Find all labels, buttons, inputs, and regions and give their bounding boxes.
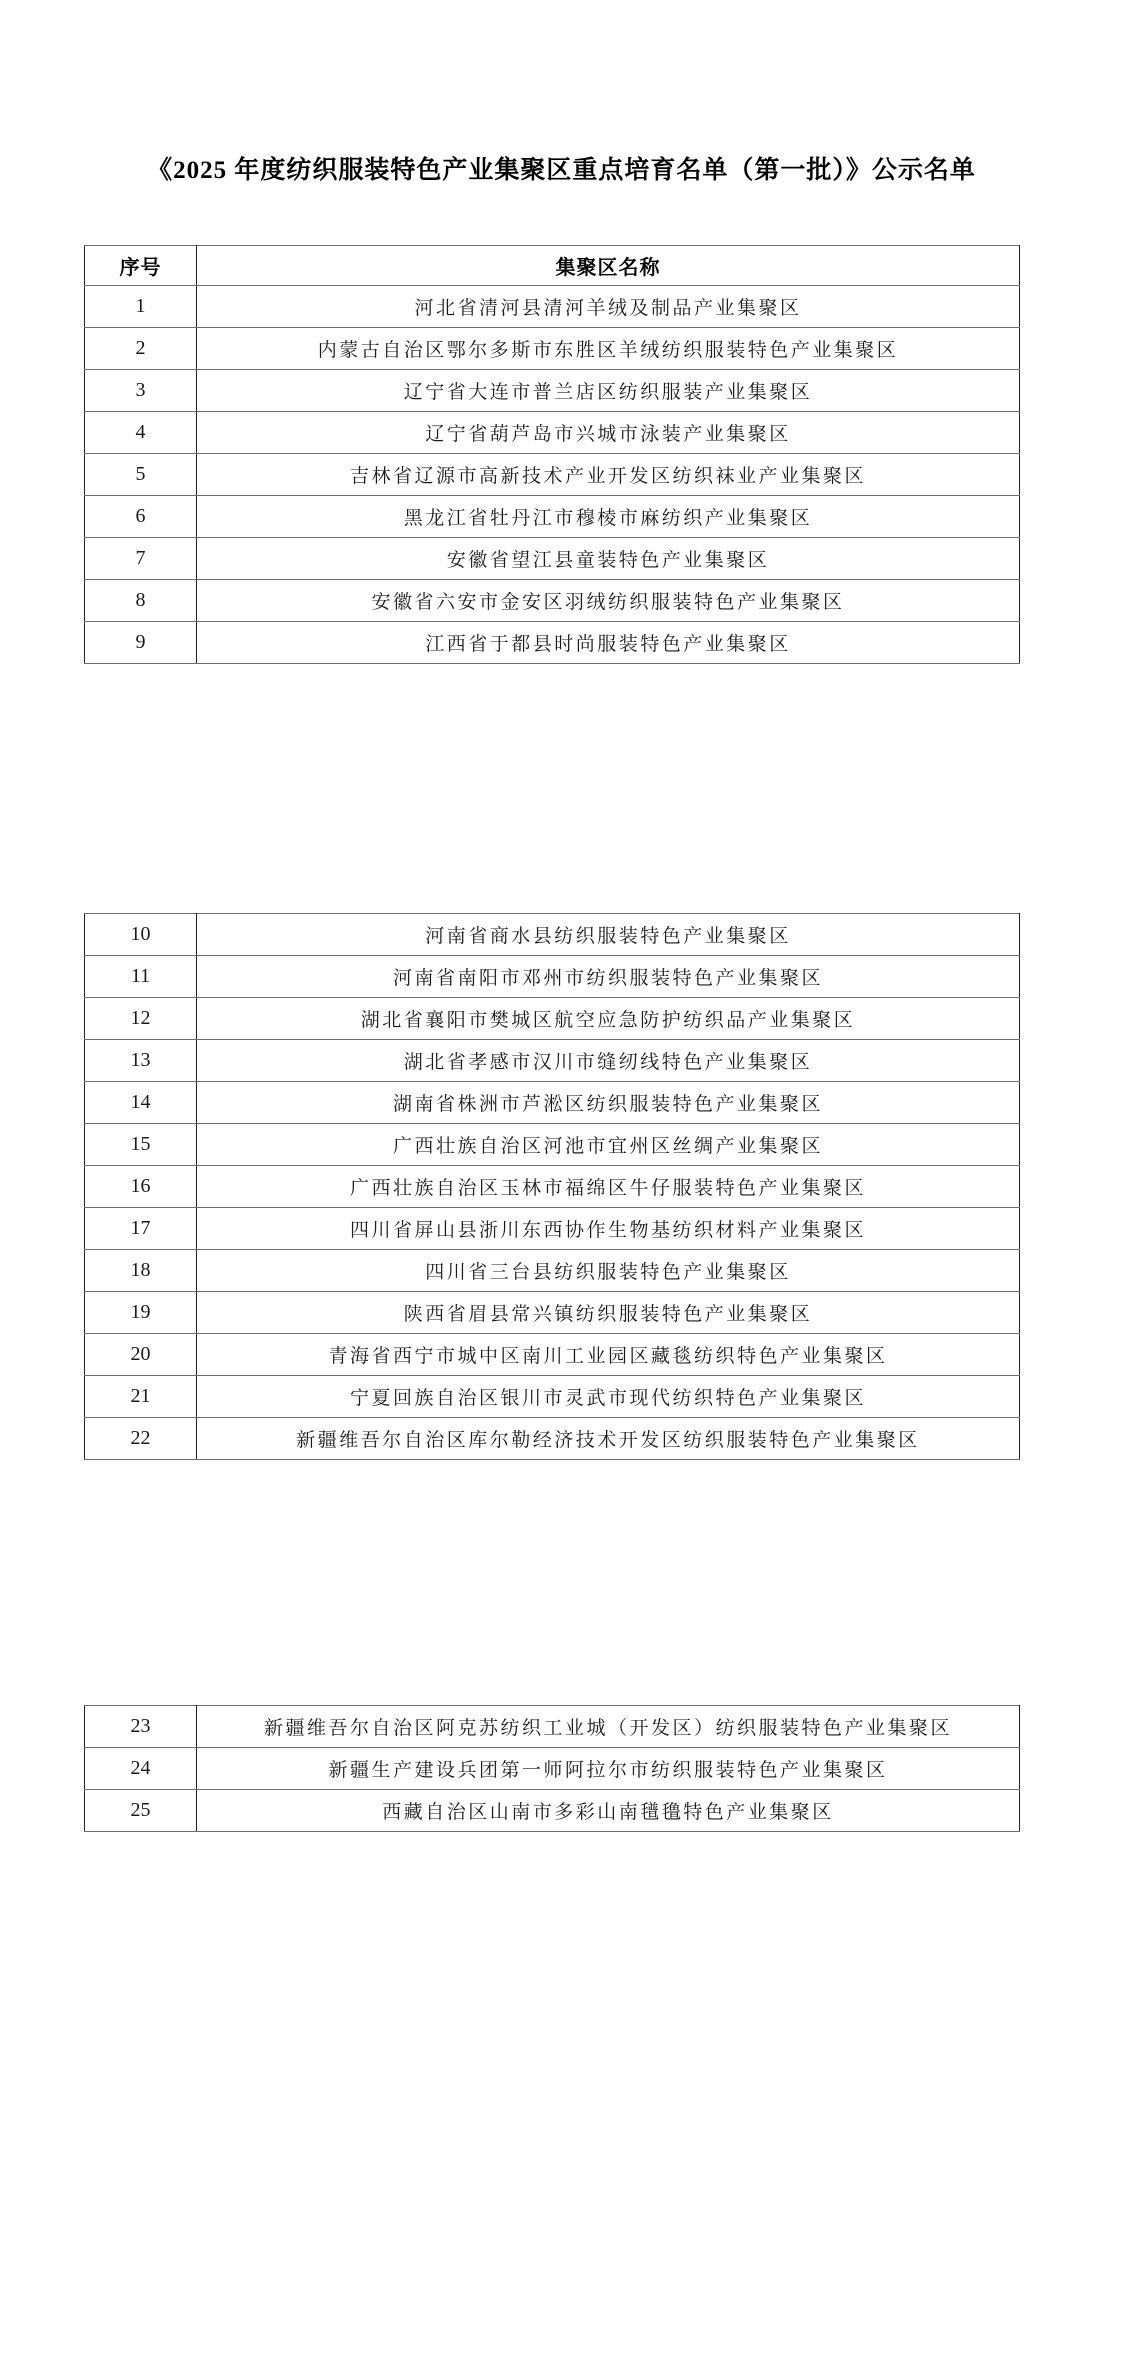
cluster-name-cell: 新疆生产建设兵团第一师阿拉尔市纺织服装特色产业集聚区	[197, 1748, 1020, 1790]
serial-number-cell: 11	[85, 956, 197, 998]
cluster-name-cell: 辽宁省葫芦岛市兴城市泳装产业集聚区	[197, 412, 1020, 454]
table-row	[85, 998, 1020, 1040]
serial-number-cell: 23	[85, 1706, 197, 1748]
cluster-table-page-3	[84, 1705, 1020, 1832]
serial-number-cell: 1	[85, 286, 197, 328]
table-row	[85, 1208, 1020, 1250]
table-row	[85, 1124, 1020, 1166]
serial-number-cell: 5	[85, 454, 197, 496]
serial-number-cell: 3	[85, 370, 197, 412]
table-row	[85, 1040, 1020, 1082]
table-row	[85, 1292, 1020, 1334]
table-row	[85, 914, 1020, 956]
cluster-name-cell: 广西壮族自治区玉林市福绵区牛仔服装特色产业集聚区	[197, 1166, 1020, 1208]
table-row	[85, 1334, 1020, 1376]
serial-number-cell: 14	[85, 1082, 197, 1124]
table-header-row	[85, 246, 1020, 286]
cluster-name-cell: 四川省三台县纺织服装特色产业集聚区	[197, 1250, 1020, 1292]
cluster-name-cell: 安徽省望江县童装特色产业集聚区	[197, 538, 1020, 580]
serial-number-cell: 12	[85, 998, 197, 1040]
serial-number-cell: 17	[85, 1208, 197, 1250]
table-row	[85, 496, 1020, 538]
cluster-name-cell: 新疆维吾尔自治区阿克苏纺织工业城（开发区）纺织服装特色产业集聚区	[197, 1706, 1020, 1748]
serial-number-cell: 8	[85, 580, 197, 622]
cluster-name-cell: 青海省西宁市城中区南川工业园区藏毯纺织特色产业集聚区	[197, 1334, 1020, 1376]
cluster-name-cell: 西藏自治区山南市多彩山南氆氇特色产业集聚区	[197, 1790, 1020, 1832]
cluster-name-cell: 辽宁省大连市普兰店区纺织服装产业集聚区	[197, 370, 1020, 412]
table-row	[85, 1790, 1020, 1832]
table-row	[85, 580, 1020, 622]
serial-number-cell: 6	[85, 496, 197, 538]
serial-number-cell: 24	[85, 1748, 197, 1790]
serial-number-cell: 13	[85, 1040, 197, 1082]
cluster-name-cell: 河北省清河县清河羊绒及制品产业集聚区	[197, 286, 1020, 328]
cluster-name-cell: 内蒙古自治区鄂尔多斯市东胜区羊绒纺织服装特色产业集聚区	[197, 328, 1020, 370]
serial-number-cell: 7	[85, 538, 197, 580]
serial-number-cell: 9	[85, 622, 197, 664]
table-row	[85, 1166, 1020, 1208]
table-row	[85, 328, 1020, 370]
header-cluster-name: 集聚区名称	[197, 246, 1020, 286]
serial-number-cell: 18	[85, 1250, 197, 1292]
cluster-table-page-2	[84, 913, 1020, 1460]
cluster-name-cell: 江西省于都县时尚服装特色产业集聚区	[197, 622, 1020, 664]
table-row	[85, 622, 1020, 664]
table-row	[85, 1418, 1020, 1460]
serial-number-cell: 25	[85, 1790, 197, 1832]
header-serial-number: 序号	[85, 246, 197, 286]
table-row	[85, 370, 1020, 412]
table-row	[85, 1082, 1020, 1124]
table-row	[85, 956, 1020, 998]
cluster-name-cell: 黑龙江省牡丹江市穆棱市麻纺织产业集聚区	[197, 496, 1020, 538]
table-row	[85, 286, 1020, 328]
table-row	[85, 538, 1020, 580]
table-row	[85, 1748, 1020, 1790]
table-row	[85, 1376, 1020, 1418]
serial-number-cell: 2	[85, 328, 197, 370]
serial-number-cell: 20	[85, 1334, 197, 1376]
cluster-name-cell: 河南省商水县纺织服装特色产业集聚区	[197, 914, 1020, 956]
cluster-name-cell: 湖北省孝感市汉川市缝纫线特色产业集聚区	[197, 1040, 1020, 1082]
serial-number-cell: 4	[85, 412, 197, 454]
serial-number-cell: 22	[85, 1418, 197, 1460]
cluster-name-cell: 河南省南阳市邓州市纺织服装特色产业集聚区	[197, 956, 1020, 998]
serial-number-cell: 16	[85, 1166, 197, 1208]
cluster-name-cell: 湖北省襄阳市樊城区航空应急防护纺织品产业集聚区	[197, 998, 1020, 1040]
table-row	[85, 1706, 1020, 1748]
serial-number-cell: 10	[85, 914, 197, 956]
cluster-table-page-1	[84, 245, 1020, 664]
cluster-name-cell: 宁夏回族自治区银川市灵武市现代纺织特色产业集聚区	[197, 1376, 1020, 1418]
table-row	[85, 412, 1020, 454]
serial-number-cell: 21	[85, 1376, 197, 1418]
cluster-name-cell: 广西壮族自治区河池市宜州区丝绸产业集聚区	[197, 1124, 1020, 1166]
table-row	[85, 454, 1020, 496]
page-title: 《2025 年度纺织服装特色产业集聚区重点培育名单（第一批）》公示名单	[147, 157, 976, 184]
cluster-name-cell: 安徽省六安市金安区羽绒纺织服装特色产业集聚区	[197, 580, 1020, 622]
serial-number-cell: 15	[85, 1124, 197, 1166]
cluster-name-cell: 湖南省株洲市芦淞区纺织服装特色产业集聚区	[197, 1082, 1020, 1124]
cluster-name-cell: 新疆维吾尔自治区库尔勒经济技术开发区纺织服装特色产业集聚区	[197, 1418, 1020, 1460]
table-row	[85, 1250, 1020, 1292]
serial-number-cell: 19	[85, 1292, 197, 1334]
cluster-name-cell: 陕西省眉县常兴镇纺织服装特色产业集聚区	[197, 1292, 1020, 1334]
cluster-name-cell: 四川省屏山县浙川东西协作生物基纺织材料产业集聚区	[197, 1208, 1020, 1250]
cluster-name-cell: 吉林省辽源市高新技术产业开发区纺织袜业产业集聚区	[197, 454, 1020, 496]
